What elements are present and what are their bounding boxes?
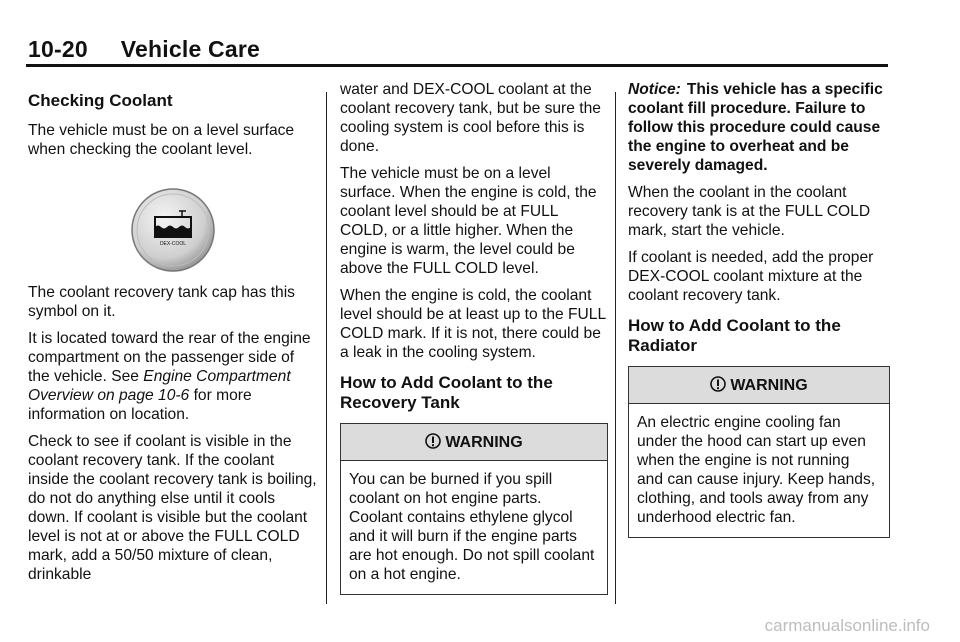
column-divider-2	[615, 92, 616, 604]
notice-paragraph	[628, 80, 890, 175]
page-header-title: 10-20 Vehicle Care	[28, 36, 260, 62]
column-divider-1	[326, 92, 327, 604]
warning-box	[628, 366, 890, 538]
warning-box	[340, 423, 608, 595]
warning-body: An electric engine cooling fan under the hood can start up even when the engine is not running and can cause injury. Keep hands, clothing, and tools away from any underhood electric fan.	[637, 414, 876, 526]
text: It is located toward the rear of the engine compartment on the passenger side of the vehicle. See	[28, 330, 311, 385]
warning-title: WARNING	[445, 433, 523, 451]
warning-icon	[710, 376, 726, 394]
notice-label: Notice:	[628, 81, 681, 98]
paragraph: The vehicle must be on a level surface. When the engine is cold, the coolant level should be at FULL COLD, or a little higher. When the engine is warm, the level could be above the FULL COLD level.	[340, 165, 597, 277]
section-heading-radiator: How to Add Coolant to the Radiator	[628, 316, 841, 355]
symbol-label: DEX-COOL	[159, 241, 187, 247]
paragraph: water and DEX-COOL coolant at the coolant recovery tank, but be sure the cooling system is cool before this is done.	[340, 81, 601, 155]
column-2	[340, 80, 608, 595]
header-rule	[26, 64, 888, 67]
text: for more information on location.	[28, 387, 252, 423]
paragraph: When the coolant in the coolant recovery tank is at the FULL COLD mark, start the vehicle.	[628, 184, 871, 239]
paragraph: Check to see if coolant is visible in the coolant recovery tank. If the coolant inside the coolant recovery tank is boiling, do not do anything else until it cools down. If coolant is visible but the coolant level is not at or above the FULL COLD mark, add a 50/50 mixture of clean, drinkable	[28, 433, 317, 583]
watermark: carmanualsonline.info	[764, 616, 930, 635]
paragraph: If coolant is needed, add the proper DEX-COOL coolant mixture at the coolant recovery tank.	[628, 249, 874, 304]
section-heading-recovery-tank: How to Add Coolant to the Recovery Tank	[340, 373, 553, 412]
column-3	[628, 80, 890, 538]
warning-icon	[425, 433, 441, 451]
coolant-cap-symbol-icon	[130, 187, 216, 273]
paragraph-with-reference	[28, 329, 318, 424]
paragraph: The coolant recovery tank cap has this symbol on it.	[28, 284, 295, 320]
section-heading-checking-coolant: Checking Coolant	[28, 91, 173, 110]
coolant-symbol-image	[28, 187, 318, 273]
cross-reference-link[interactable]: Engine Compartment Overview on page 10-6	[28, 368, 291, 404]
warning-title: WARNING	[730, 376, 808, 394]
paragraph: When the engine is cold, the coolant level should be at least up to the FULL COLD mark. If it is not, there could be a leak in the cooling system.	[340, 287, 606, 361]
warning-header	[341, 424, 607, 461]
column-1	[28, 80, 318, 592]
notice-text: This vehicle has a specific coolant fill procedure. Failure to follow this procedure could cause the engine to overheat and be severely damaged.	[628, 81, 883, 174]
warning-header	[629, 367, 889, 404]
warning-body: You can be burned if you spill coolant on hot engine parts. Coolant contains ethylene glycol and it will burn if the engine parts are hot enough. Do not spill coolant on a hot engine.	[349, 471, 595, 583]
paragraph: The vehicle must be on a level surface when checking the coolant level.	[28, 122, 295, 158]
